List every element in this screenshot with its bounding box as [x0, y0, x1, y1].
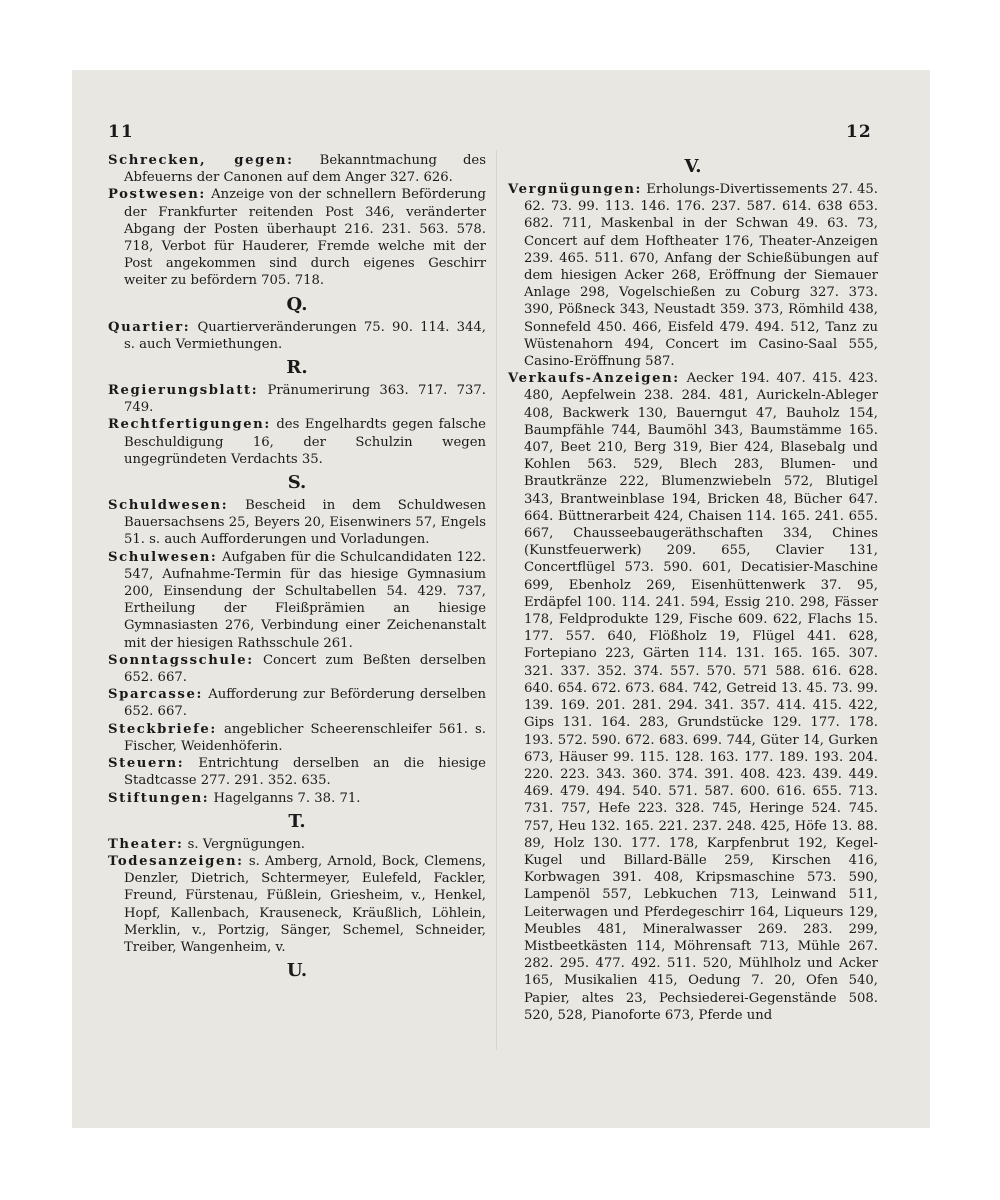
entry-heading: Sonntagsschule:	[108, 652, 254, 668]
index-entry	[508, 370, 878, 1024]
index-entry	[508, 181, 878, 370]
section-letter: V.	[684, 156, 702, 177]
entry-heading: Rechtfertigungen:	[108, 417, 271, 433]
entry-text: Entrichtung derselben an die hiesige Stadtcasse 277. 291. 352. 635.	[124, 756, 486, 789]
entry-text: Anzeige von der schnellern Beförderung der Frankfurter reitenden Post 346, veränderter Abgang der Posten überhaupt 216. 231. 563. 578. 718, Verbot für Hauderer, Fremde welche mit der Post angekommen sind durch eigenes Geschirr weiter zu befördern 705. 718.	[124, 187, 486, 289]
entry-text: Hagelganns 7. 38. 71.	[213, 790, 361, 806]
entry-text: s. Amberg, Arnold, Bock, Clemens, Denzler, Dietrich, Schtermeyer, Eulefeld, Fackler, Freund, Fürstenau, Füßlein, Griesheim, v., Henkel, Hopf, Kallenbach, Krauseneck, Kräußlich, Löhlein, Merklin, v., Portzig, Sänger, Schemel, Schneider, Treiber, Wangenheim, v.	[124, 853, 486, 955]
entry-text: Pränumerirung 363. 717. 737. 749.	[124, 383, 486, 416]
entry-text: des Engelhardts gegen falsche Beschuldigung 16, der Schulzin wegen ungegründeten Verdachts 35.	[124, 417, 486, 467]
entry-heading: Schuldwesen:	[108, 498, 229, 514]
index-entry	[108, 790, 486, 807]
index-entry	[108, 853, 486, 956]
index-entry	[108, 721, 486, 755]
entry-text: Aecker 194. 407. 415. 423. 480, Aepfelwein 238. 284. 481, Aurickeln-Ableger 408, Backwerk 130, Bauerngut 47, Bauholz 154, Baumpfähle 744, Baumöhl 343, Baumstämme 165. 407, Beet 210, Berg 319, Bier 424, Blasebalg und Kohlen 563. 529, Blech 283, Blumen- und Brautkränze 222, Blumenzwiebeln 572, Blutigel 343, Brantweinblase 194, Bricken 48, Bücher 647. 664. Büttnerarbeit 424, Chaisen 114. 165. 241. 655. 667, Chausseebaugeräthschaften 334, Chines (Kunstfeuerwerk) 209. 655, Clavier 131, Concertflügel 573. 590. 601, Decatisier-Maschine 699, Ebenholz 269, Eisenhüttenwerk 37. 95, Erdäpfel 100. 114. 241. 594, Essig 210. 298, Fässer 178, Feldprodukte 129, Fische 609. 622, Flachs 15. 177. 557. 640, Flößholz 19, Flügel 441. 628, Fortepiano 223, Gärten 114. 131. 165. 165. 307. 321. 337. 352. 374. 557. 570. 571 588. 616. 628. 640. 654. 672. 673. 684. 742, Getreid 13. 45. 73. 99. 139. 169. 201. 281. 294. 341. 357. 414. 415. 422, Gips 131. 164. 283, Grundstücke 129. 177. 178. 193. 572. 590. 672. 683. 699. 744, Güter 14, Gurken 673, Häuser 99. 115. 128. 163. 177. 189. 193. 204. 220. 223. 343. 360. 374. 391. 408. 423. 439. 449. 469. 479. 494. 540. 571. 587. 600. 616. 655. 713. 731. 757, Hefe 223. 328. 745, Heringe 524. 745. 757, Heu 132. 165. 221. 237. 248. 425, Höfe 13. 88. 89, Holz 130. 177. 178, Karpfenbrut 192, Kegel-Kugel und Billard-Bälle 259, Kirschen 416, Korbwagen 391. 408, Kripsmaschine 573. 590, Lampenöl 557, Lebkuchen 713, Leinwand 511, Leiterwagen und Pferdegeschirr 164, Liqueurs 129, Meubles 481, Mineralwasser 269. 283. 299, Mistbeetkästen 114, Möhrensaft 713, Mühle 267. 282. 295. 477. 492. 511. 520, Mühlholz und Acker 165, Musikalien 415, Oedung 7. 20, Ofen 540, Papier, altes 23, Pechsiederei-Gegenstände 508. 520, 528, Pianoforte 673, Pferde und	[524, 371, 878, 1023]
section-letter: S.	[287, 472, 307, 494]
entry-text: Quartierveränderungen 75. 90. 114. 344, s. auch Vermiethungen.	[124, 319, 486, 352]
index-entry	[108, 416, 486, 468]
entry-text: s. Vergnügungen.	[187, 836, 306, 852]
entry-heading: Todesanzeigen:	[108, 853, 244, 869]
entry-heading: Steckbriefe:	[108, 721, 217, 737]
entry-heading: Theater:	[108, 836, 184, 852]
entry-text: Aufforderung zur Beförderung derselben 652. 667.	[124, 687, 486, 720]
index-entry	[108, 382, 486, 416]
left-column	[108, 152, 486, 985]
index-entry	[108, 686, 486, 720]
entry-heading: Schrecken, gegen:	[108, 153, 294, 168]
index-entry	[108, 549, 486, 652]
index-entry	[108, 497, 486, 549]
page-number-left: 11	[108, 122, 134, 142]
entry-heading: Regierungsblatt:	[108, 383, 259, 399]
index-entry	[108, 152, 486, 186]
index-entry	[108, 755, 486, 789]
entry-text: Bekanntmachung des Abfeuerns der Canonen auf dem Anger 327. 626.	[124, 153, 487, 186]
entry-text: Concert zum Beßten derselben 652. 667.	[124, 652, 486, 686]
page-number-right: 12	[846, 122, 872, 142]
section-letter: R.	[286, 357, 308, 379]
entry-heading: Schulwesen:	[108, 549, 218, 565]
entry-heading: Vergnügungen:	[508, 182, 643, 197]
column-gutter	[496, 150, 497, 1050]
section-letter: T.	[288, 810, 306, 832]
entry-text: Aufgaben für die Schulcandidaten 122. 547, Aufnahme-Termin für das hiesige Gymnasium 200, Einsendung der Schultabellen 54. 429. 737, Ertheilung der Fleißprämien an hiesige Gymnasiasten 276, Verbindung einer Zeichenanstalt mit der hiesigen Rathsschule 261.	[124, 549, 486, 651]
entry-heading: Postwesen:	[108, 187, 206, 203]
entry-text: Bescheid in dem Schuldwesen Bauersachsens 25, Beyers 20, Eisenwiners 57, Engels 51. s. auch Aufforderungen und Vorladungen.	[124, 498, 486, 548]
right-column	[508, 152, 878, 1024]
index-entry	[108, 652, 486, 686]
index-entry	[108, 836, 486, 853]
entry-heading: Quartier:	[108, 319, 191, 335]
entry-heading: Verkaufs-Anzeigen:	[508, 371, 680, 387]
entry-heading: Stiftungen:	[108, 790, 210, 806]
section-letter: Q.	[286, 293, 308, 315]
entry-heading: Sparcasse:	[108, 687, 203, 703]
index-entry	[108, 186, 486, 289]
entry-text: Erholungs-Divertissements 27. 45. 62. 73. 99. 113. 146. 176. 237. 587. 614. 638 653. 682. 711, Maskenbal in der Schwan 49. 63. 73, Concert auf dem Hoftheater 176, Theater-Anzeigen 239. 465. 511. 670, Anfang der Schießübungen auf dem hiesigen Acker 268, Eröffnung der Siemauer Anlage 298, Vogelschießen zu Coburg 327. 373. 390, Pößneck 343, Neustadt 359. 373, Römhild 438, Sonnefeld 450. 466, Eisfeld 479. 494. 512, Tanz zu Wüstenahorn 494, Concert im Casino-Saal 555, Casino-Eröffnung 587.	[524, 182, 878, 370]
index-entry	[108, 319, 486, 353]
entry-text: angeblicher Scheerenschleifer 561. s. Fischer, Weidenhöferin.	[124, 721, 486, 754]
entry-heading: Steuern:	[108, 756, 185, 772]
section-letter: U.	[286, 960, 308, 982]
